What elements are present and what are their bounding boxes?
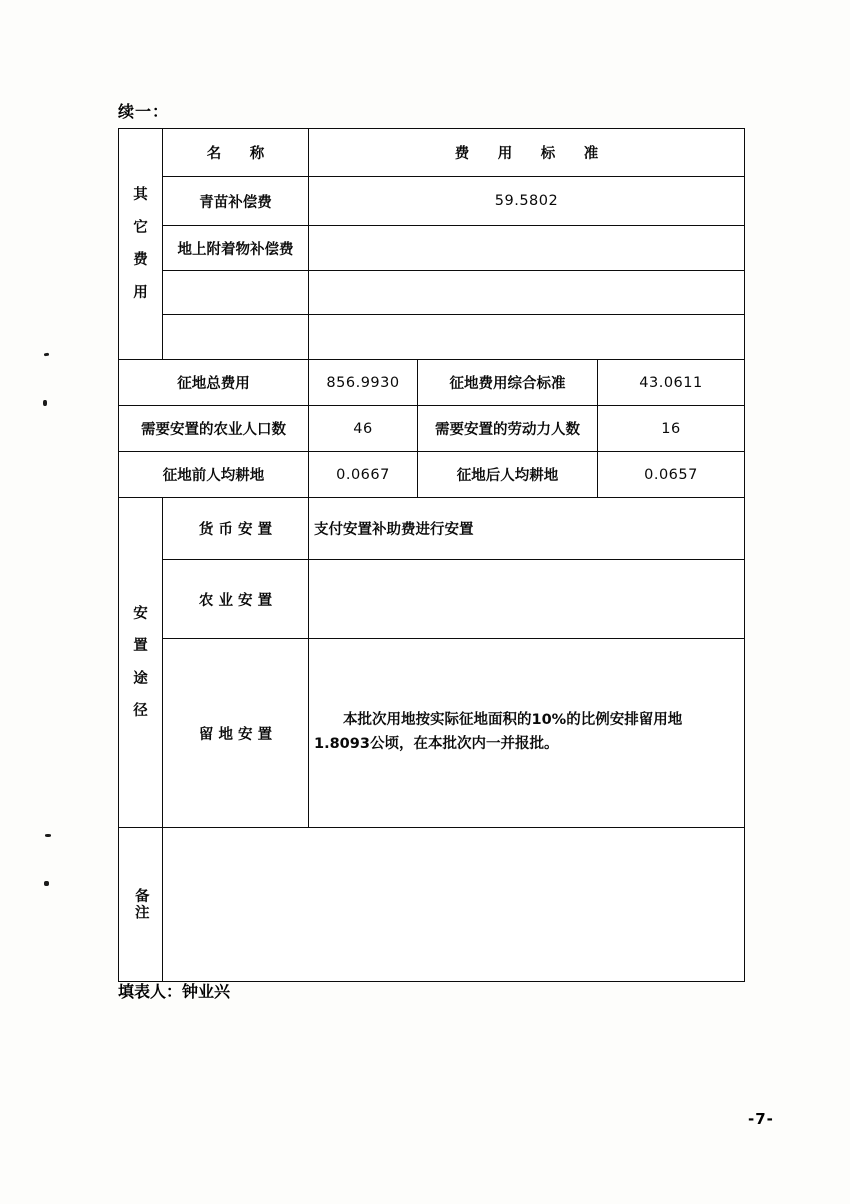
column-header-name: 名 称 [163,129,309,177]
label-farmland-after: 征地后人均耕地 [418,452,598,498]
side-label-char: 安 [133,605,148,622]
side-label-char: 用 [133,284,148,301]
value-farmland-after: 0.0657 [598,452,745,498]
label-agricultural-population: 需要安置的农业人口数 [119,406,309,452]
value-total-land-fee: 856.9930 [309,360,418,406]
placement-content-agricultural [309,560,745,639]
table-row [119,560,745,639]
scan-speckle [44,353,49,357]
fee-name-attachments: 地上附着物补偿费 [163,226,309,271]
placement-name-reserved-land: 留 地 安 置 [163,639,309,828]
fee-standard-blank-1 [309,271,745,315]
side-label-char: 径 [133,703,148,719]
scan-speckle [44,881,49,886]
fee-standard-blank-2 [309,315,745,360]
side-label-char: 其 [133,187,148,203]
fee-name-blank-2 [163,315,309,360]
table-row [119,828,745,982]
reserved-land-paragraph: 本批次用地按实际征地面积的10%的比例安排留用地1.8093公顷，在本批次内一并报批。 [314,712,683,752]
side-label-char: 它 [133,219,148,236]
side-label-char: 置 [133,638,148,654]
table-row [119,177,745,226]
side-label-remarks [119,828,163,982]
column-header-standard: 费 用 标 准 [309,129,745,177]
label-total-land-fee: 征地总费用 [119,360,309,406]
placement-content-reserved-land [309,639,745,828]
placement-content-monetary: 支付安置补助费进行安置 [309,498,745,560]
label-farmland-before: 征地前人均耕地 [119,452,309,498]
value-farmland-before: 0.0667 [309,452,418,498]
page-number: -7- [748,1110,774,1128]
side-label-char: 费 [133,252,148,268]
fee-name-seedling: 青苗补偿费 [163,177,309,226]
table-row [119,360,745,406]
table-row [119,639,745,828]
table-row [119,271,745,315]
table-row [119,315,745,360]
remarks-label-char: 备注 [132,888,149,921]
fee-standard-attachments [309,226,745,271]
table-row [119,129,745,177]
scan-speckle [43,400,47,406]
side-label-char: 途 [133,670,148,687]
side-label-placement-method [119,498,163,828]
label-labor-force-count: 需要安置的劳动力人数 [418,406,598,452]
side-label-other-fees [119,129,163,360]
table-row [119,452,745,498]
fee-standard-seedling: 59.5802 [309,177,745,226]
filled-by-text: 填表人：钟业兴 [118,982,231,1001]
value-agricultural-population: 46 [309,406,418,452]
continuation-heading: 续一： [118,102,170,121]
table-row [119,226,745,271]
remarks-content [163,828,745,982]
scan-speckle [45,834,51,837]
placement-name-monetary: 货 币 安 置 [163,498,309,560]
compensation-table [118,128,744,982]
value-labor-force-count: 16 [598,406,745,452]
table-row [119,406,745,452]
table-row [119,498,745,560]
placement-name-agricultural: 农 业 安 置 [163,560,309,639]
fee-name-blank-1 [163,271,309,315]
value-comprehensive-standard: 43.0611 [598,360,745,406]
label-comprehensive-standard: 征地费用综合标准 [418,360,598,406]
